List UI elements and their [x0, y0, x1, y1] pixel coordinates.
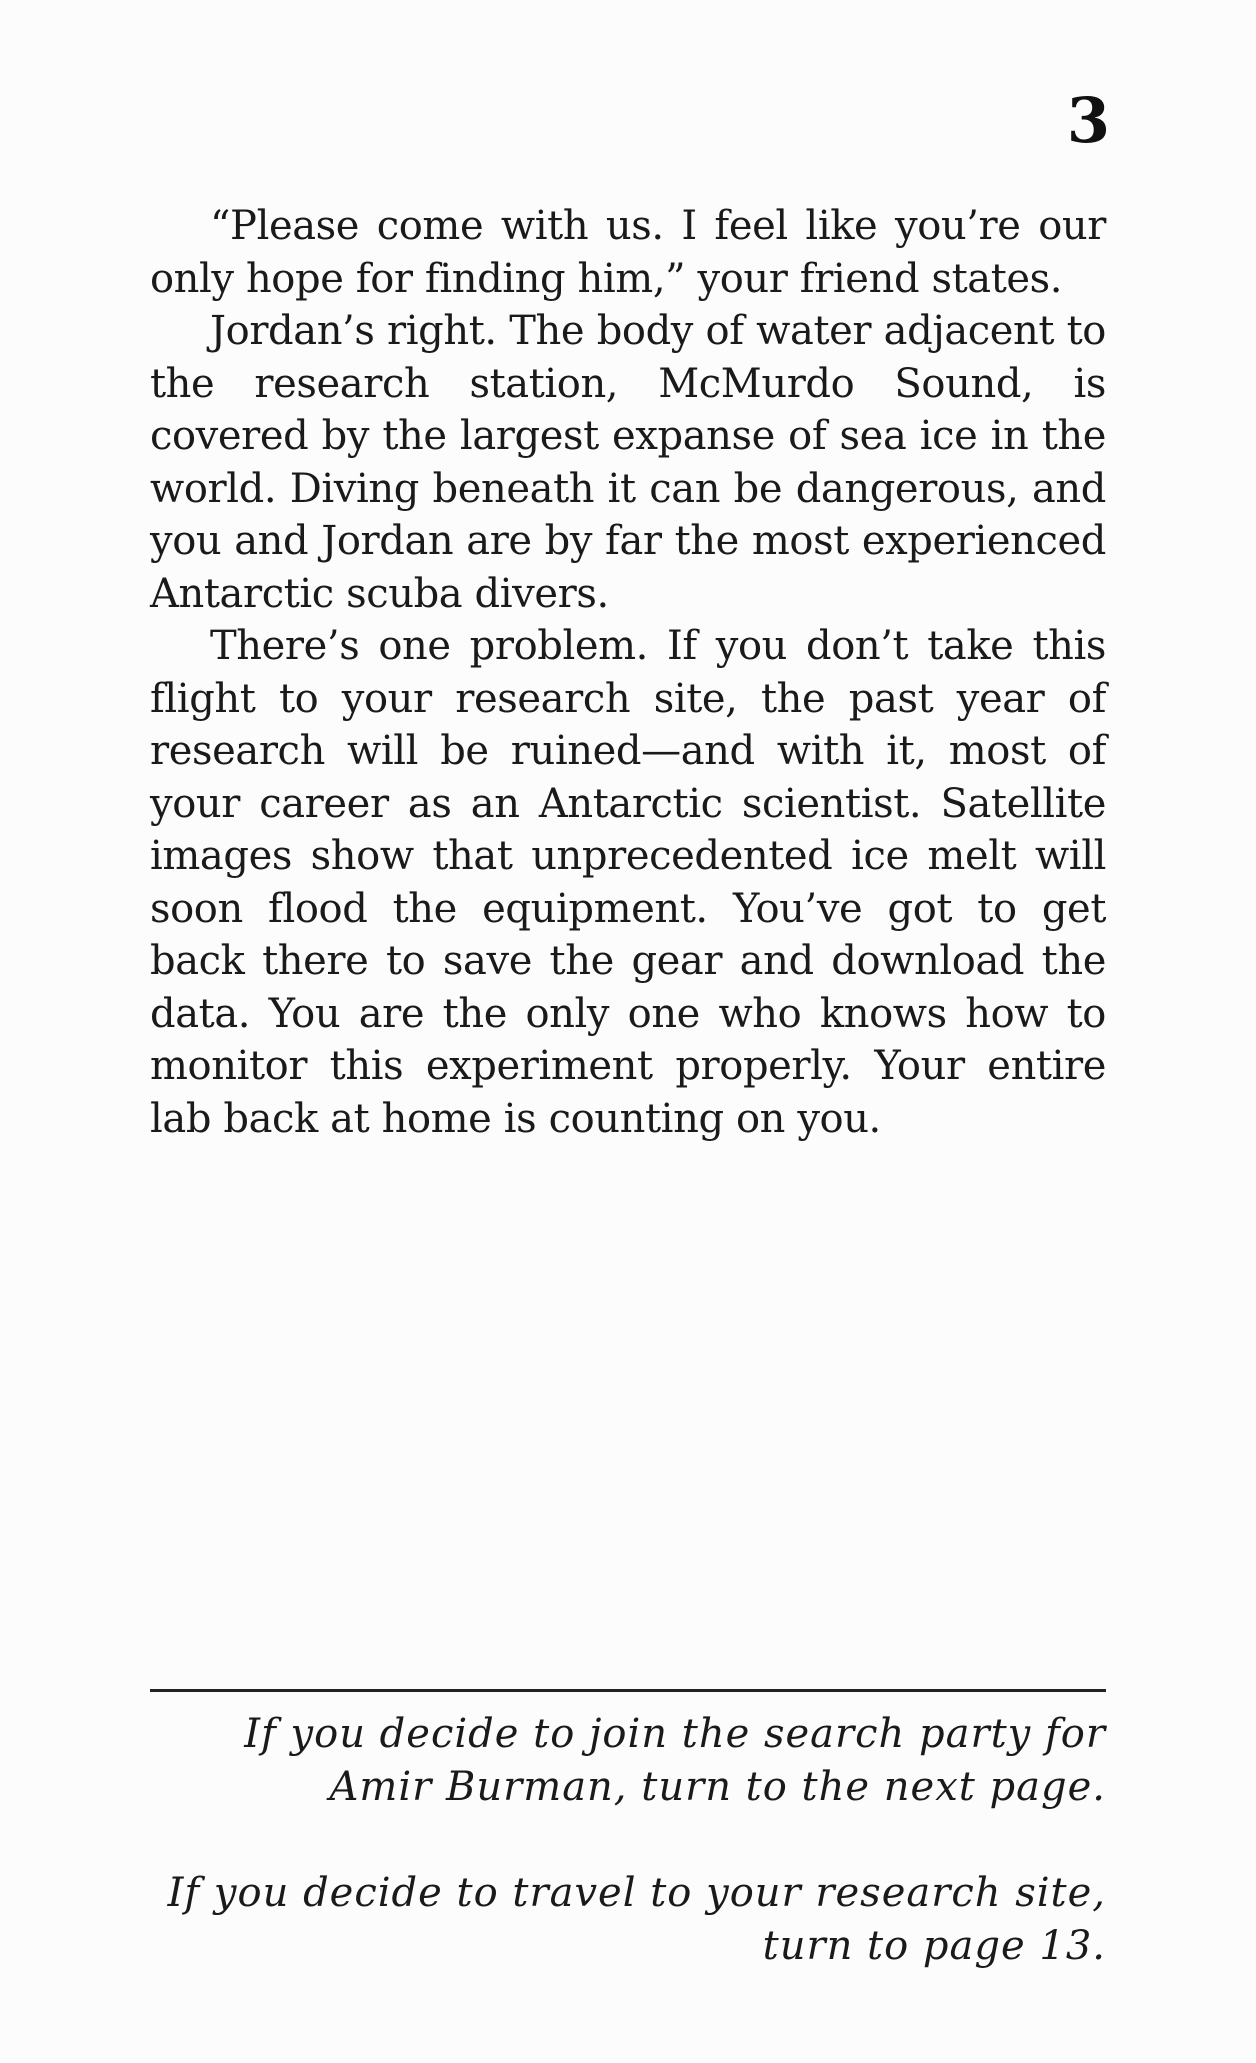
choice-travel-research-site: If you decide to travel to your research site, turn to page 13. — [167, 1870, 1106, 1969]
choice-block — [150, 1708, 1106, 1973]
paragraph-2: Jordan’s right. The body of water adjacent to the research station, McMurdo Sound, is covered by the largest expanse of sea ice in the world. Diving beneath it can be dangerous, and you and Jordan are by far the most experienced Antarctic scuba divers. — [150, 308, 1106, 617]
paragraph-3: There’s one problem. If you don’t take this flight to your research site, the past year of research will be ruined—and with it, most of your career as an Antarctic scientist. Satellite images show that unprecedented ice melt will soon flood the equipment. You’ve got to get back there to save the gear and download the data. You are the only one who knows how to monitor this experiment properly. Your entire lab back at home is counting on you. — [150, 623, 1106, 1142]
choice-join-search-party: If you decide to join the search party for Amir Burman, turn to the next page. — [244, 1711, 1106, 1810]
paragraph-1: “Please come with us. I feel like you’re our only hope for finding him,” your friend states. — [150, 203, 1106, 302]
page-number: 3 — [1066, 84, 1110, 157]
choice-divider — [150, 1689, 1106, 1692]
story-text — [150, 200, 1106, 1145]
